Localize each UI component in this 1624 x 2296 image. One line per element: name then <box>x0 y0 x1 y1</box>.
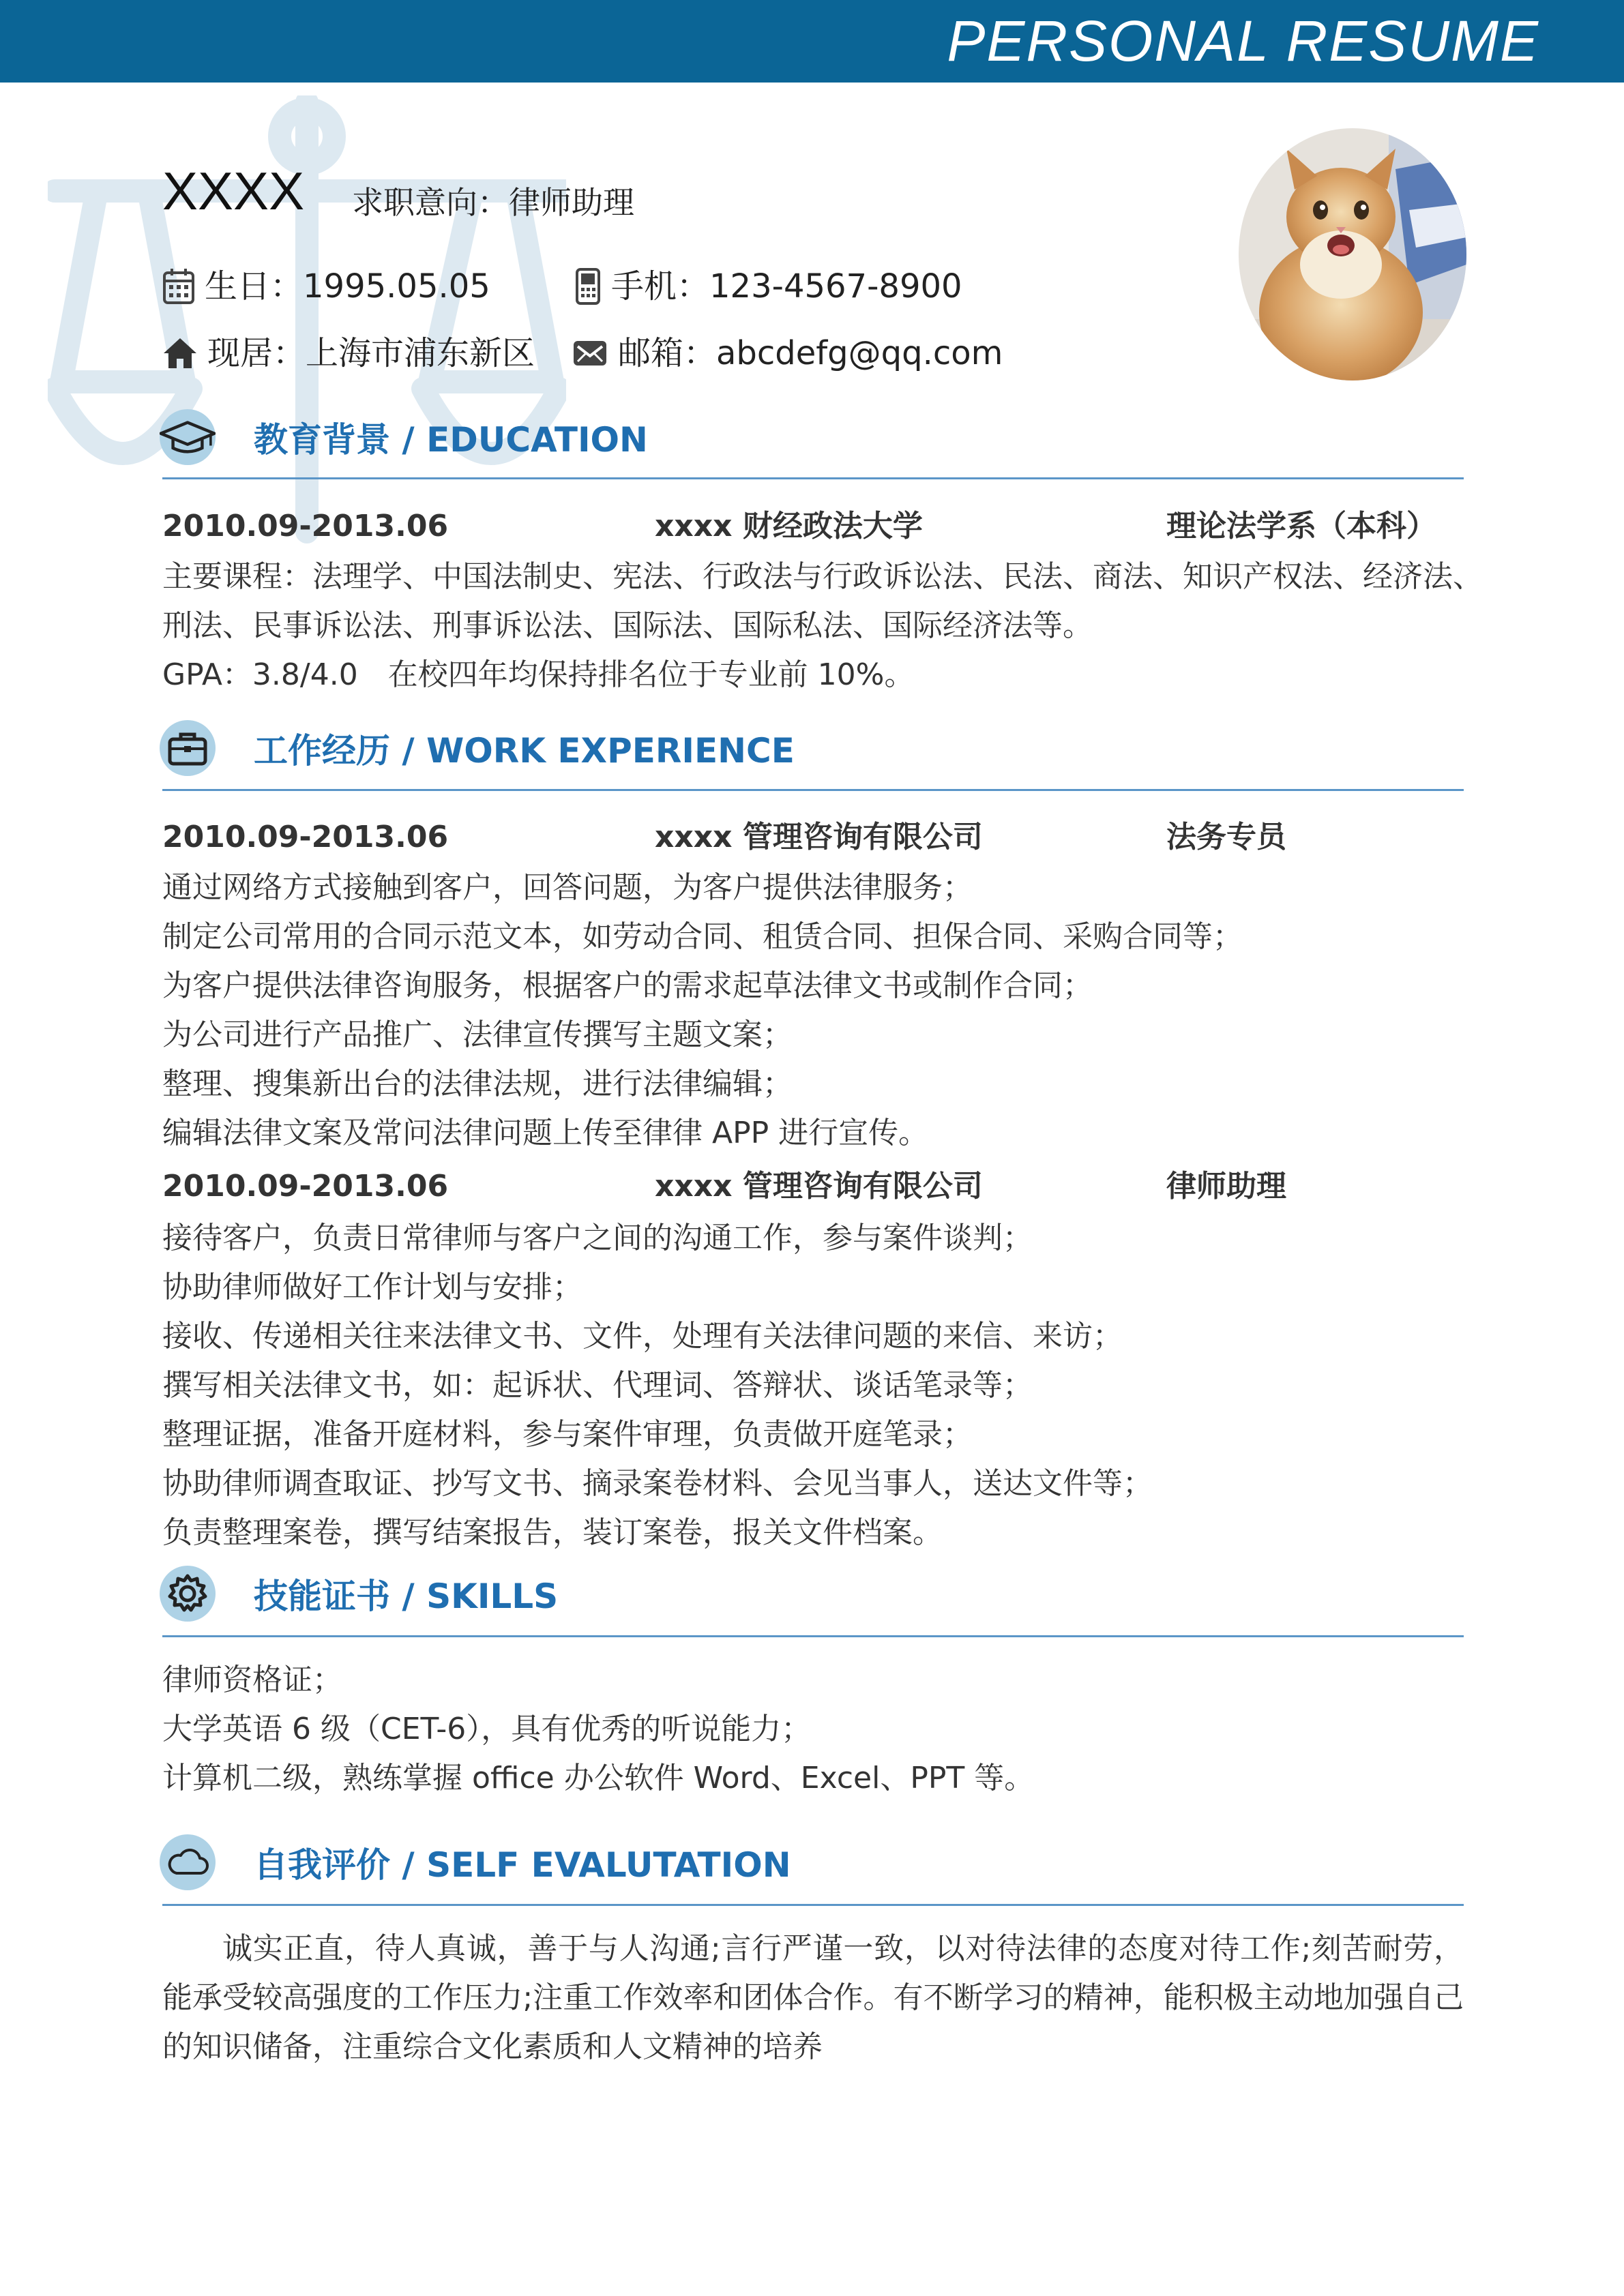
education-line: GPA：3.8/4.0 在校四年均保持排名位于专业前 10%。 <box>162 657 915 692</box>
work-role: 律师助理 <box>1166 1169 1286 1204</box>
section-work-header <box>160 717 795 779</box>
skill-item: 计算机二级，熟练掌握 office 办公软件 Word、Excel、PPT 等。 <box>162 1761 1035 1795</box>
skill-item: 大学英语 6 级（CET-6），具有优秀的听说能力； <box>162 1712 812 1746</box>
home-icon <box>162 336 198 371</box>
work-line: 协助律师做好工作计划与安排； <box>162 1270 582 1304</box>
education-school: xxxx 财经政法大学 <box>655 509 923 543</box>
skill-item: 律师资格证； <box>162 1663 342 1697</box>
section-skills-header <box>160 1563 558 1624</box>
skills-list <box>162 1656 1464 1803</box>
email-text: 邮箱：abcdefg@qq.com <box>618 334 1003 372</box>
work-line: 接待客户，负责日常律师与客户之间的沟通工作，参与案件谈判； <box>162 1221 1033 1255</box>
birthday-info <box>162 265 490 308</box>
work-company: xxxx 管理咨询有限公司 <box>655 820 983 854</box>
phone-text: 手机：123-4567-8900 <box>611 267 962 305</box>
work-line: 编辑法律文案及常问法律问题上传至律律 APP 进行宣传。 <box>162 1116 929 1150</box>
phone-info <box>574 265 962 308</box>
divider <box>162 1635 1464 1637</box>
self-evaluation-text: 诚实正直，待人真诚，善于与人沟通;言行严谨一致，以对待法律的态度对待工作;刻苦耐劳，能承受较高强度的工作压力;注重工作效率和团体合作。有不断学习的精神，能积极主动地加强自己的知识储备，注重综合文化素质和人文精神的培养 <box>162 1931 1464 2064</box>
gear-icon <box>160 1566 216 1622</box>
email-info <box>572 331 1003 375</box>
candidate-name: XXXX <box>162 161 305 221</box>
header-bar <box>0 0 1624 83</box>
work-line: 为公司进行产品推广、法律宣传撰写主题文案； <box>162 1017 793 1052</box>
work-period: 2010.09-2013.06 <box>162 820 449 854</box>
work-entry <box>162 816 1464 859</box>
education-period: 2010.09-2013.06 <box>162 509 449 543</box>
work-line: 协助律师调查取证、抄写文书、摘录案卷材料、会见当事人，送达文件等； <box>162 1466 1153 1501</box>
work-line: 接收、传递相关往来法律文书、文件，处理有关法律问题的来信、来访； <box>162 1319 1123 1354</box>
work-period: 2010.09-2013.06 <box>162 1169 449 1204</box>
divider <box>162 1904 1464 1906</box>
profile-photo <box>1239 128 1466 381</box>
address-info <box>162 331 535 375</box>
education-line: 主要课程：法理学、中国法制史、宪法、行政法与行政诉讼法、民法、商法、知识产权法、经济法、 <box>162 559 1483 594</box>
work-details <box>162 863 1464 1158</box>
work-line: 负责整理案卷，撰写结案报告，装订案卷，报关文件档案。 <box>162 1515 943 1550</box>
education-details <box>162 552 1483 700</box>
address-text: 现居：上海市浦东新区 <box>207 334 535 372</box>
work-line: 整理、搜集新出台的法律法规，进行法律编辑； <box>162 1067 793 1101</box>
work-line: 制定公司常用的合同示范文本，如劳动合同、租赁合同、担保合同、采购合同等； <box>162 919 1243 954</box>
education-major: 理论法学系（本科） <box>1166 509 1436 543</box>
resume-title: PERSONAL RESUME <box>947 9 1539 73</box>
calendar-icon <box>162 267 195 305</box>
section-education-header <box>160 406 648 468</box>
work-details <box>162 1214 1464 1557</box>
work-line: 撰写相关法律文书，如：起诉状、代理词、答辩状、谈话笔录等； <box>162 1368 1033 1403</box>
work-line: 整理证据，准备开庭材料，参与案件审理，负责做开庭笔录； <box>162 1417 973 1452</box>
section-self-eval-title: 自我评价 / SELF EVALUTATION <box>254 1845 791 1885</box>
job-intent: 求职意向：律师助理 <box>352 184 634 221</box>
divider <box>162 477 1464 479</box>
phone-icon <box>574 267 602 305</box>
divider <box>162 789 1464 791</box>
section-self-eval-header <box>160 1832 791 1893</box>
education-line: 刑法、民事诉讼法、刑事诉讼法、国际法、国际私法、国际经济法等。 <box>162 608 1093 643</box>
section-skills-title: 技能证书 / SKILLS <box>254 1577 559 1616</box>
graduation-cap-icon <box>160 409 216 465</box>
section-education-title: 教育背景 / EDUCATION <box>254 420 648 460</box>
briefcase-icon <box>160 720 216 776</box>
education-entry <box>162 505 1464 548</box>
cloud-icon <box>160 1834 216 1890</box>
birthday-text: 生日：1995.05.05 <box>205 267 490 305</box>
work-role: 法务专员 <box>1166 820 1286 854</box>
work-line: 通过网络方式接触到客户，回答问题，为客户提供法律服务； <box>162 870 973 905</box>
mail-icon <box>572 338 608 368</box>
section-work-title: 工作经历 / WORK EXPERIENCE <box>254 731 795 771</box>
work-entry <box>162 1165 1464 1208</box>
work-company: xxxx 管理咨询有限公司 <box>655 1169 983 1204</box>
work-line: 为客户提供法律咨询服务，根据客户的需求起草法律文书或制作合同； <box>162 968 1093 1003</box>
